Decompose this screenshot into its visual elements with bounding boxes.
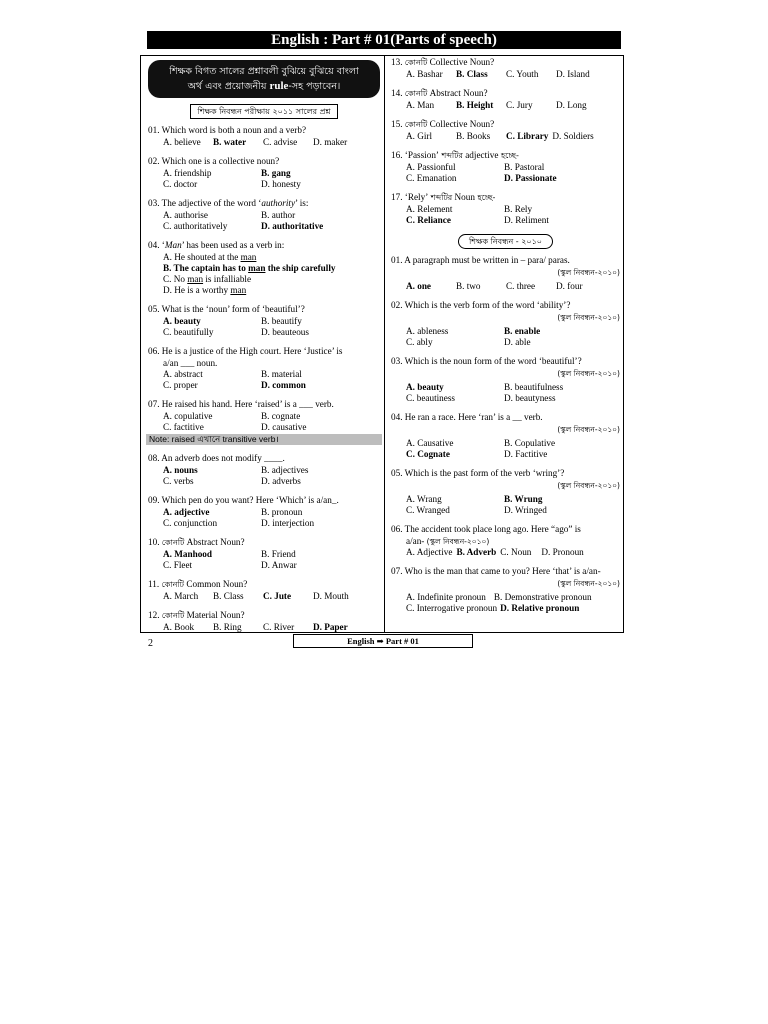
option-d: D. Mouth (313, 591, 349, 601)
option-b: B. gang (261, 168, 291, 178)
option-b: B. author (261, 210, 296, 220)
option-underlined: man (248, 263, 266, 273)
question-text (148, 537, 380, 548)
banner-line-2 (154, 79, 374, 94)
option-a: A. adjective (163, 507, 210, 517)
question-bangla: কোনটি (161, 580, 185, 589)
question-bangla: কোনটি (161, 611, 185, 620)
question-15 (391, 119, 620, 142)
option-c: C. authoritatively (163, 221, 228, 231)
option-b: B. Ring (213, 622, 242, 632)
option-d: D. Relative pronoun (500, 603, 580, 613)
option-a: A. Passionful (406, 162, 456, 172)
option-c: C. Interrogative pronoun (406, 603, 498, 613)
option-c: C. Jute (263, 591, 292, 601)
option-c: C. ably (406, 337, 433, 347)
question-english: 17. ‘Rely’ (391, 192, 429, 202)
option-a: A. nouns (163, 465, 198, 475)
question-text: 01. Which word is both a noun and a verb? (148, 125, 307, 135)
source-label: (স্কুল নিবন্ধন-২০১০) (557, 579, 620, 588)
option-d: D. common (261, 380, 306, 390)
question-text (391, 119, 620, 130)
option-c: C. Library (506, 131, 549, 141)
option-a: A. copulative (163, 411, 213, 421)
banner-line-1: শিক্ষক বিগত সালের প্রশ্নাবলী বুঝিয়ে বুঝিয়ে বাংলা (169, 66, 359, 77)
option-b: B. Books (456, 131, 491, 141)
question-bangla: কোনটি (161, 538, 185, 547)
column-divider (384, 55, 385, 633)
option-c: C. Fleet (163, 560, 193, 570)
option-b: B. Rely (504, 204, 533, 214)
question-r03 (391, 356, 620, 404)
option-a: A. believe (163, 137, 201, 147)
source-label: (স্কুল নিবন্ধন-২০১০) (557, 268, 620, 277)
option-c: C. Cognate (406, 449, 450, 459)
option-d: D. four (556, 281, 583, 291)
question-14 (391, 88, 620, 111)
banner-rule: rule (269, 80, 289, 92)
option-c: C. Emanation (406, 173, 457, 183)
section-label-2011: শিক্ষক নিবন্ধন পরীক্ষায় ২০১১ সালের প্রশ্ন (190, 104, 337, 119)
page-title: English : Part # 01(Parts of speech) (147, 31, 621, 49)
question-text: 09. Which pen do you want? Here ‘Which’ is a/an_. (148, 495, 339, 505)
option-d: D. Soldiers (552, 131, 594, 141)
option-a: A. Bashar (406, 69, 443, 79)
question-text (391, 192, 620, 203)
right-column (391, 57, 620, 622)
question-english: Collective Noun? (427, 119, 495, 129)
question-r01 (391, 255, 620, 292)
question-text (391, 88, 620, 99)
question-text-pre: 04. ‘ (148, 240, 165, 250)
option-c: C. River (263, 622, 295, 632)
question-text (148, 610, 380, 621)
question-bangla: শব্দটির (428, 193, 453, 202)
question-number: 15. (391, 119, 403, 129)
question-04 (148, 240, 380, 296)
question-08 (148, 453, 380, 487)
option-c: C. conjunction (163, 518, 218, 528)
option-b: B. Copulative (504, 438, 556, 448)
question-text (148, 579, 380, 590)
option-b: B. Friend (261, 549, 296, 559)
option-c: C. doctor (163, 179, 198, 189)
option-underlined: man (187, 274, 204, 284)
question-english: Material Noun? (184, 610, 245, 620)
option-c: C. proper (163, 380, 198, 390)
question-bangla: কোনটি (404, 58, 428, 67)
option-b: B. Pastoral (504, 162, 545, 172)
option-underlined: man (230, 285, 247, 295)
option-a: A. ableness (406, 326, 449, 336)
option-text-end: is infalliable (203, 274, 252, 284)
option-a: A. authorise (163, 210, 208, 220)
question-12 (148, 610, 380, 633)
question-r02 (391, 300, 620, 348)
question-text: 05. What is the ‘noun’ form of ‘beautiful’? (148, 304, 305, 314)
instruction-banner (148, 60, 380, 98)
question-english: Abstract Noun? (184, 537, 245, 547)
option-c: C. Wranged (406, 505, 450, 515)
option-d: D. adverbs (261, 476, 301, 486)
option-c (148, 274, 380, 285)
option-d: D. Factitive (504, 449, 548, 459)
option-a: A. March (163, 591, 199, 601)
option-text: B. The captain has to (163, 263, 249, 273)
question-r05 (391, 468, 620, 516)
question-11 (148, 579, 380, 602)
option-b: B. Wrung (504, 494, 543, 504)
question-r06 (391, 524, 620, 558)
option-d: D. Island (556, 69, 590, 79)
option-c: C. Youth (506, 69, 539, 79)
option-d: D. Anwar (261, 560, 297, 570)
option-a: A. Relement (406, 204, 453, 214)
question-06 (148, 346, 380, 391)
question-01 (148, 125, 380, 148)
arrow-icon: ➡ (376, 636, 384, 646)
question-number: 13. (391, 57, 403, 67)
question-text (148, 198, 380, 209)
option-b: B. beautifulness (504, 382, 564, 392)
option-b: B. water (213, 137, 247, 147)
option-d: D. Reliment (504, 215, 549, 225)
question-02 (148, 156, 380, 190)
option-b: B. pronoun (261, 507, 303, 517)
question-text-post: ’ is: (295, 198, 309, 208)
option-c: C. Reliance (406, 215, 451, 225)
option-b: B. Class (456, 69, 488, 79)
question-text: 05. Which is the past form of the verb ‘wring’? (391, 468, 565, 478)
question-bangla-2: হচ্ছে- (498, 151, 519, 160)
question-text: 03. Which is the noun form of the word ‘beautiful’? (391, 356, 582, 366)
option-text: A. He shouted at the (163, 252, 241, 262)
question-text: 02. Which one is a collective noun? (148, 156, 280, 166)
option-a: A. Man (406, 100, 435, 110)
question-text: 06. He is a justice of the High court. Here ‘Justice’ is (148, 346, 343, 356)
question-text: 01. A paragraph must be written in – para/ paras. (391, 255, 570, 265)
question-text-post: ’ has been used as a verb in: (181, 240, 285, 250)
question-number: 12. (148, 610, 160, 620)
question-05 (148, 304, 380, 338)
source-label: (স্কুল নিবন্ধন-২০১০) (557, 369, 620, 378)
question-number: 14. (391, 88, 403, 98)
option-b: B. material (261, 369, 302, 379)
question-word: authority (261, 198, 296, 208)
option-c: C. three (506, 281, 536, 291)
option-c: C. Noun (500, 547, 532, 557)
question-english-2: adjective (462, 150, 499, 160)
option-text: C. No (163, 274, 188, 284)
question-bangla: কোনটি (404, 120, 428, 129)
question-07 (148, 399, 380, 445)
question-word: Man (164, 240, 182, 250)
footer-label (293, 634, 473, 648)
question-english: 16. ‘Passion’ (391, 150, 439, 160)
question-text: 06. The accident took place long ago. Here “ago” is (391, 524, 581, 534)
option-d: D. Wringed (504, 505, 547, 515)
question-r04 (391, 412, 620, 460)
question-17 (391, 192, 620, 226)
question-text: 07. Who is the man that came to you? Here ‘that’ is a/an- (391, 566, 601, 576)
option-b: B. adjectives (261, 465, 309, 475)
option-underlined: man (240, 252, 257, 262)
question-text-2-pre: a/an- (406, 536, 427, 546)
option-d: D. maker (313, 137, 348, 147)
question-text (391, 57, 620, 68)
source-label: (স্কুল নিবন্ধন-২০১০) (557, 481, 620, 490)
option-d: D. Passionate (504, 173, 557, 183)
option-c: C. beautifully (163, 327, 214, 337)
note-box: Note: raised এখানে transitive verb। (146, 434, 382, 445)
question-16 (391, 150, 620, 184)
question-text: 02. Which is the verb form of the word ‘ability’? (391, 300, 571, 310)
question-number: 11. (148, 579, 160, 589)
option-d: D. causative (261, 422, 307, 432)
option-b: B. Height (456, 100, 494, 110)
question-text (391, 150, 620, 161)
option-b: B. beautify (261, 316, 302, 326)
option-d: D. Pronoun (541, 547, 584, 557)
section-label-2010: শিক্ষক নিবন্ধন - ২০১০ (458, 234, 553, 249)
option-d: D. beauteous (261, 327, 309, 337)
question-10 (148, 537, 380, 571)
question-text-pre: 03. The adjective of the word ‘ (148, 198, 262, 208)
option-d: D. able (504, 337, 531, 347)
option-a: A. Indefinite pronoun (406, 592, 486, 602)
question-bangla-2: হচ্ছে- (474, 193, 496, 202)
source-label: (স্কুল নিবন্ধন-২০১০) (557, 313, 620, 322)
question-bangla: কোনটি (404, 89, 428, 98)
option-d: D. Long (556, 100, 587, 110)
option-b (148, 263, 380, 274)
option-c: C. Jury (506, 100, 533, 110)
option-d: D. beautyness (504, 393, 556, 403)
option-a: A. beauty (163, 316, 201, 326)
option-a: A. Book (163, 622, 195, 632)
option-d (148, 285, 380, 296)
option-d: D. honesty (261, 179, 301, 189)
option-b: B. Demonstrative pronoun (493, 592, 592, 602)
option-a: A. one (406, 281, 432, 291)
question-english: Collective Noun? (427, 57, 495, 67)
question-text: 04. He ran a race. Here ‘ran’ is a __ verb. (391, 412, 543, 422)
question-09 (148, 495, 380, 529)
footer-text-part: Part # 01 (383, 636, 419, 646)
page-number: 2 (148, 638, 153, 649)
question-text-2: a/an ___ noun. (163, 358, 218, 368)
option-b: B. cognate (261, 411, 301, 421)
banner-text: অর্থ এবং প্রয়োজনীয় (187, 81, 267, 92)
question-text: 07. He raised his hand. Here ‘raised’ is a ___ verb. (148, 399, 334, 409)
option-b: B. Adverb (456, 547, 497, 557)
option-c: C. beautiness (406, 393, 455, 403)
option-b: B. two (456, 281, 481, 291)
source-label: (স্কুল নিবন্ধন-২০১০) (557, 425, 620, 434)
source-label: (স্কুল নিবন্ধন-২০১০) (426, 537, 490, 546)
question-text (148, 240, 380, 251)
question-13 (391, 57, 620, 80)
option-d: D. interjection (261, 518, 315, 528)
option-a: A. Causative (406, 438, 454, 448)
option-c: C. factitive (163, 422, 204, 432)
option-a: A. abstract (163, 369, 203, 379)
option-a (148, 252, 380, 263)
footer-text: English (347, 636, 375, 646)
left-column (148, 60, 380, 641)
question-english-2: Noun (452, 192, 475, 202)
option-a: A. Girl (406, 131, 433, 141)
option-text: D. He is a worthy (163, 285, 231, 295)
option-text-end: the ship carefully (265, 263, 336, 273)
option-d: D. Paper (313, 622, 348, 632)
option-b: B. Class (213, 591, 244, 601)
option-c: C. verbs (163, 476, 194, 486)
question-r07 (391, 566, 620, 614)
question-text: 08. An adverb does not modify ____. (148, 453, 285, 463)
question-number: 10. (148, 537, 160, 547)
option-d: D. authoritative (261, 221, 324, 231)
option-a: A. friendship (163, 168, 212, 178)
banner-text-end: -সহ পড়াবেন। (288, 81, 341, 92)
option-a: A. beauty (406, 382, 444, 392)
question-english: Abstract Noun? (427, 88, 488, 98)
question-text-2 (391, 536, 620, 547)
question-english: Common Noun? (184, 579, 248, 589)
option-c: C. advise (263, 137, 298, 147)
option-b: B. enable (504, 326, 541, 336)
question-03 (148, 198, 380, 232)
option-a: A. Wrang (406, 494, 442, 504)
option-a: A. Adjective (406, 547, 453, 557)
question-bangla: শব্দটির (438, 151, 463, 160)
option-a: A. Manhood (163, 549, 213, 559)
